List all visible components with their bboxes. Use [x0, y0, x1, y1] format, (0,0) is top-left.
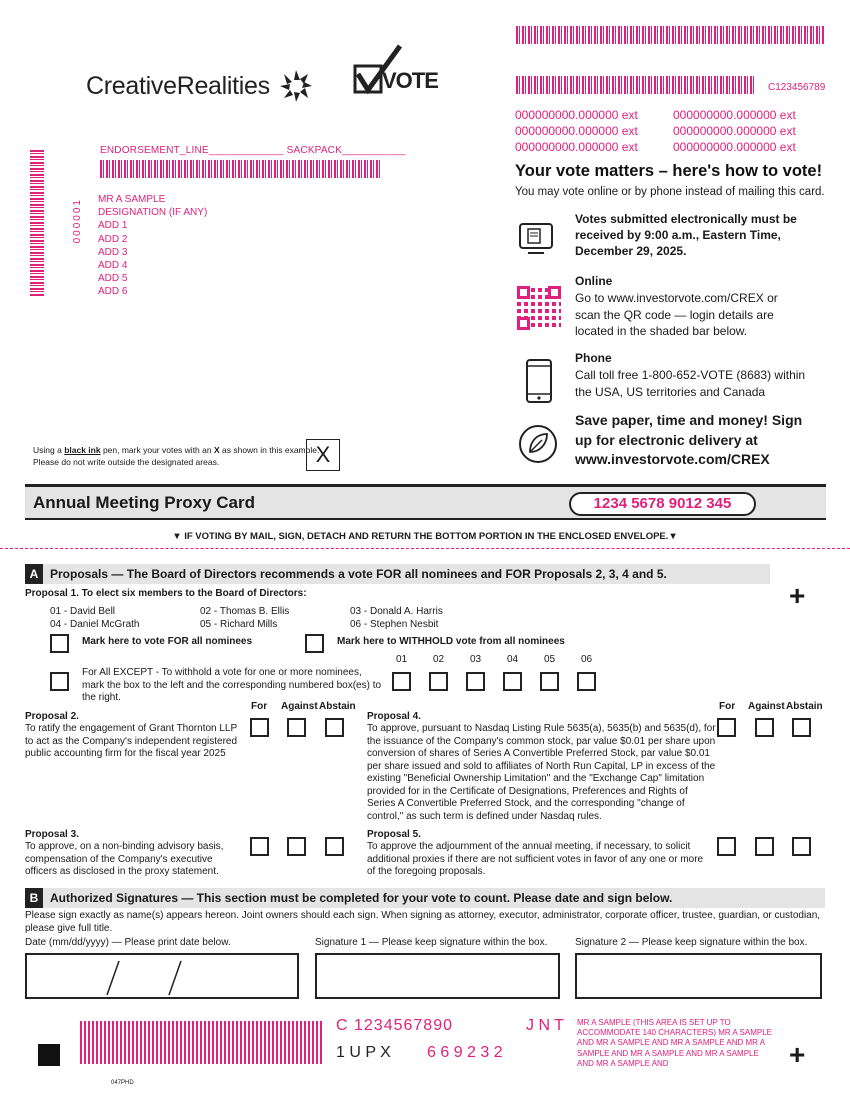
proposal-3-title: Proposal 3.: [25, 829, 79, 840]
ext-number: 000000000.000000 ext: [515, 124, 638, 138]
phone-text: Call toll free 1-800-652-VOTE (8683) within the USA, US territories and Canada: [575, 368, 806, 399]
section-letter: A: [25, 564, 43, 584]
perforation-line: [0, 548, 850, 549]
footer-jnt: J N T: [526, 1017, 564, 1034]
date-label: Date (mm/dd/yyyy) — Please print date below.: [25, 937, 231, 948]
section-letter: B: [25, 888, 43, 908]
nominee: 03 - Donald A. Harris: [350, 606, 443, 617]
ext-number: 000000000.000000 ext: [673, 124, 796, 138]
footer-number: 6 6 9 2 3 2: [427, 1044, 503, 1061]
col-header-abstain: Abstain: [319, 701, 356, 712]
sample-x-box: X: [306, 439, 340, 471]
proposal-5-title: Proposal 5.: [367, 829, 421, 840]
proposal-3-for[interactable]: [250, 837, 269, 856]
proposal-3-abstain[interactable]: [325, 837, 344, 856]
footer-control-code: C 1234567890: [336, 1017, 453, 1034]
vote-subhead: You may vote online or by phone instead of mailing this card.: [515, 186, 825, 198]
proxy-card-header: [25, 484, 826, 520]
footer-sample-text: MR A SAMPLE (THIS AREA IS SET UP TO ACCOMMODATE 140 CHARACTERS) MR A SAMPLE AND MR A SAMPLE AND MR A SAMPLE AND MR A SAMPLE AND MR A SAMPLE AND MR A SAMPLE AND MR A SAMPLE AND: [577, 1018, 772, 1068]
qr-code-icon: [517, 286, 561, 330]
date-slashes: [27, 955, 301, 1001]
proposal-5-against[interactable]: [755, 837, 774, 856]
detach-note: ▼ IF VOTING BY MAIL, SIGN, DETACH AND RETURN THE BOTTOM PORTION IN THE ENCLOSED ENVELOPE.▼: [172, 531, 678, 542]
address-line: ADD 5: [98, 273, 128, 285]
nominee: 01 - David Bell: [50, 606, 116, 617]
proposal-3-text: To approve, on a non-binding advisory basis, compensation of the Company's executive officers as disclosed in the proxy statement.: [25, 841, 224, 877]
address-block: [98, 193, 207, 299]
ext-number: 000000000.000000 ext: [515, 140, 638, 154]
online-title: Online: [575, 274, 613, 288]
phone-title: Phone: [575, 351, 612, 365]
signature-instructions: Please sign exactly as name(s) appears hereon. Joint owners should each sign. When signing as attorney, executor, administrator, corporate officer, trustee, guardian, or custodian, please give full title.: [25, 910, 821, 934]
section-a-title: Proposals — The Board of Directors recommends a vote FOR all nominees and FOR Proposals 2, 3, 4 and 5.: [50, 567, 667, 581]
for-all-except-checkbox[interactable]: [50, 672, 69, 691]
address-line: ADD 4: [98, 260, 128, 272]
ink-instructions: Using a black ink pen, mark your votes with an X as shown in this example. Please do not write outside the designated areas.: [33, 445, 320, 467]
form-code: 047PHD: [111, 1080, 134, 1086]
card-code: 1234 5678 9012 345: [569, 492, 756, 516]
ext-number-grid: [515, 108, 815, 155]
nominee: 04 - Daniel McGrath: [50, 619, 140, 630]
for-all-checkbox[interactable]: [50, 634, 69, 653]
nominee-03-checkbox[interactable]: [466, 672, 485, 691]
proposal-2-for[interactable]: [250, 718, 269, 737]
address-line: ADD 1: [98, 220, 128, 232]
col-header-for: For: [251, 701, 268, 712]
proposal-1-intro: Proposal 1. To elect six members to the Board of Directors:: [25, 588, 307, 599]
withhold-all-label: Mark here to WITHHOLD vote from all nominees: [337, 636, 565, 647]
for-all-except-text: For All EXCEPT - To withhold a vote for one or more nominees, mark the box to the left and the corresponding numbered box(es) to the right.: [82, 667, 382, 703]
signature-2-label: Signature 2 — Please keep signature within the box.: [575, 937, 808, 948]
col-header-against: Against: [281, 701, 318, 712]
section-b-title: Authorized Signatures — This section must be completed for your vote to count. Please date and sign below.: [50, 891, 673, 905]
proposal-4-abstain[interactable]: [792, 718, 811, 737]
side-barcode: [30, 150, 44, 296]
endorsement-line: ENDORSEMENT_LINE_____________ SACKPACK___________: [100, 145, 406, 156]
address-line: ADD 3: [98, 246, 128, 258]
proposal-3-against[interactable]: [287, 837, 306, 856]
signature-2-box[interactable]: [575, 953, 822, 999]
control-code: C123456789: [768, 82, 826, 93]
address-line: MR A SAMPLE: [98, 194, 166, 205]
leaf-icon: [516, 422, 560, 466]
footer-plus-mark: +: [789, 1039, 806, 1070]
withhold-all-checkbox[interactable]: [305, 634, 324, 653]
nominee-05-checkbox[interactable]: [540, 672, 559, 691]
company-name: CreativeRealities: [86, 71, 270, 100]
company-logo-icon: [276, 66, 316, 106]
vote-logo-text: VOTE: [382, 68, 438, 93]
plus-mark: +: [789, 580, 806, 611]
proposal-5-for[interactable]: [717, 837, 736, 856]
address-line: ADD 2: [98, 233, 128, 245]
online-text: Go to www.investorvote.com/CREX or scan the QR code — login details are located in the shaded bar below.: [575, 291, 778, 338]
signature-1-box[interactable]: [315, 953, 560, 999]
nominee: 05 - Richard Mills: [200, 619, 278, 630]
vote-logo: [352, 44, 438, 98]
proposal-4-for[interactable]: [717, 718, 736, 737]
sequence-number: 000001: [72, 198, 83, 244]
proposal-4-against[interactable]: [755, 718, 774, 737]
nominee-06-checkbox[interactable]: [577, 672, 596, 691]
proposal-4-title: Proposal 4.: [367, 711, 421, 722]
proposal-2-against[interactable]: [287, 718, 306, 737]
proposal-2-title: Proposal 2.: [25, 711, 79, 722]
col-header-abstain: Abstain: [786, 701, 823, 712]
date-input-box[interactable]: [25, 953, 299, 999]
proposal-2-abstain[interactable]: [325, 718, 344, 737]
footer-barcode: [80, 1021, 323, 1064]
signature-1-label: Signature 1 — Please keep signature within the box.: [315, 937, 548, 948]
computer-icon: [516, 220, 556, 258]
ext-number: 000000000.000000 ext: [673, 140, 796, 154]
postal-barcode-2: [516, 76, 756, 94]
registration-square: [38, 1044, 60, 1066]
col-header-against: Against: [748, 701, 785, 712]
company-logo: [86, 66, 316, 106]
nominee-02-checkbox[interactable]: [429, 672, 448, 691]
section-b-bar: [25, 888, 825, 908]
proposal-4-text: To approve, pursuant to Nasdaq Listing Rule 5635(a), 5635(b) and 5635(d), for the issuance of the Company's common stock, par value $0.01 per share upon conversion of shares of Series A Convertible Preferred Stock, par value $0.01 per share issued and sold to affiliates of North Run Capital, LP in excess of the existing "Beneficial Ownership Limitation" and the "Exchange Cap" limitation provided for in the Certificate of Designations, Preferences and Rights of Series A Convertible Preferred Stock, and the corresponding "change of control," as such term is defined under Nasdaq rules.: [367, 723, 716, 822]
ext-number: 000000000.000000 ext: [515, 108, 638, 122]
ext-number: 000000000.000000 ext: [673, 108, 796, 122]
footer-upx: 1 U P X: [336, 1044, 391, 1061]
imb-barcode: [100, 160, 382, 178]
nominee-list: [50, 605, 470, 631]
address-line: ADD 6: [98, 286, 128, 298]
deadline-text: Votes submitted electronically must be received by 9:00 a.m., Eastern Time, December 29, 2025.: [575, 212, 797, 258]
card-title: Annual Meeting Proxy Card: [33, 493, 255, 512]
nominee-01-checkbox[interactable]: [392, 672, 411, 691]
black-ink-link: black ink: [64, 445, 101, 455]
save-paper-text: Save paper, time and money! Sign up for electronic delivery at www.investorvote.com/CREX: [575, 412, 803, 467]
postal-barcode-top: [516, 26, 824, 44]
proposal-5-text: To approve the adjournment of the annual meeting, if necessary, to solicit additional proxies if there are not sufficient votes in favor of any one or more of the foregoing proposals.: [367, 841, 704, 877]
proposal-5-abstain[interactable]: [792, 837, 811, 856]
nominee-04-checkbox[interactable]: [503, 672, 522, 691]
vote-headline: Your vote matters – here's how to vote!: [515, 162, 823, 180]
proposal-2-text: To ratify the engagement of Grant Thornton LLP to act as the Company's independent registered public accounting firm for the fiscal year 2025: [25, 723, 238, 759]
col-header-for: For: [719, 701, 736, 712]
address-line: DESIGNATION (IF ANY): [98, 207, 208, 219]
for-all-label: Mark here to vote FOR all nominees: [82, 636, 253, 647]
nominee: 06 - Stephen Nesbit: [350, 619, 439, 630]
phone-icon: [524, 358, 554, 404]
section-a-bar: [25, 564, 770, 584]
nominee: 02 - Thomas B. Ellis: [200, 606, 290, 617]
